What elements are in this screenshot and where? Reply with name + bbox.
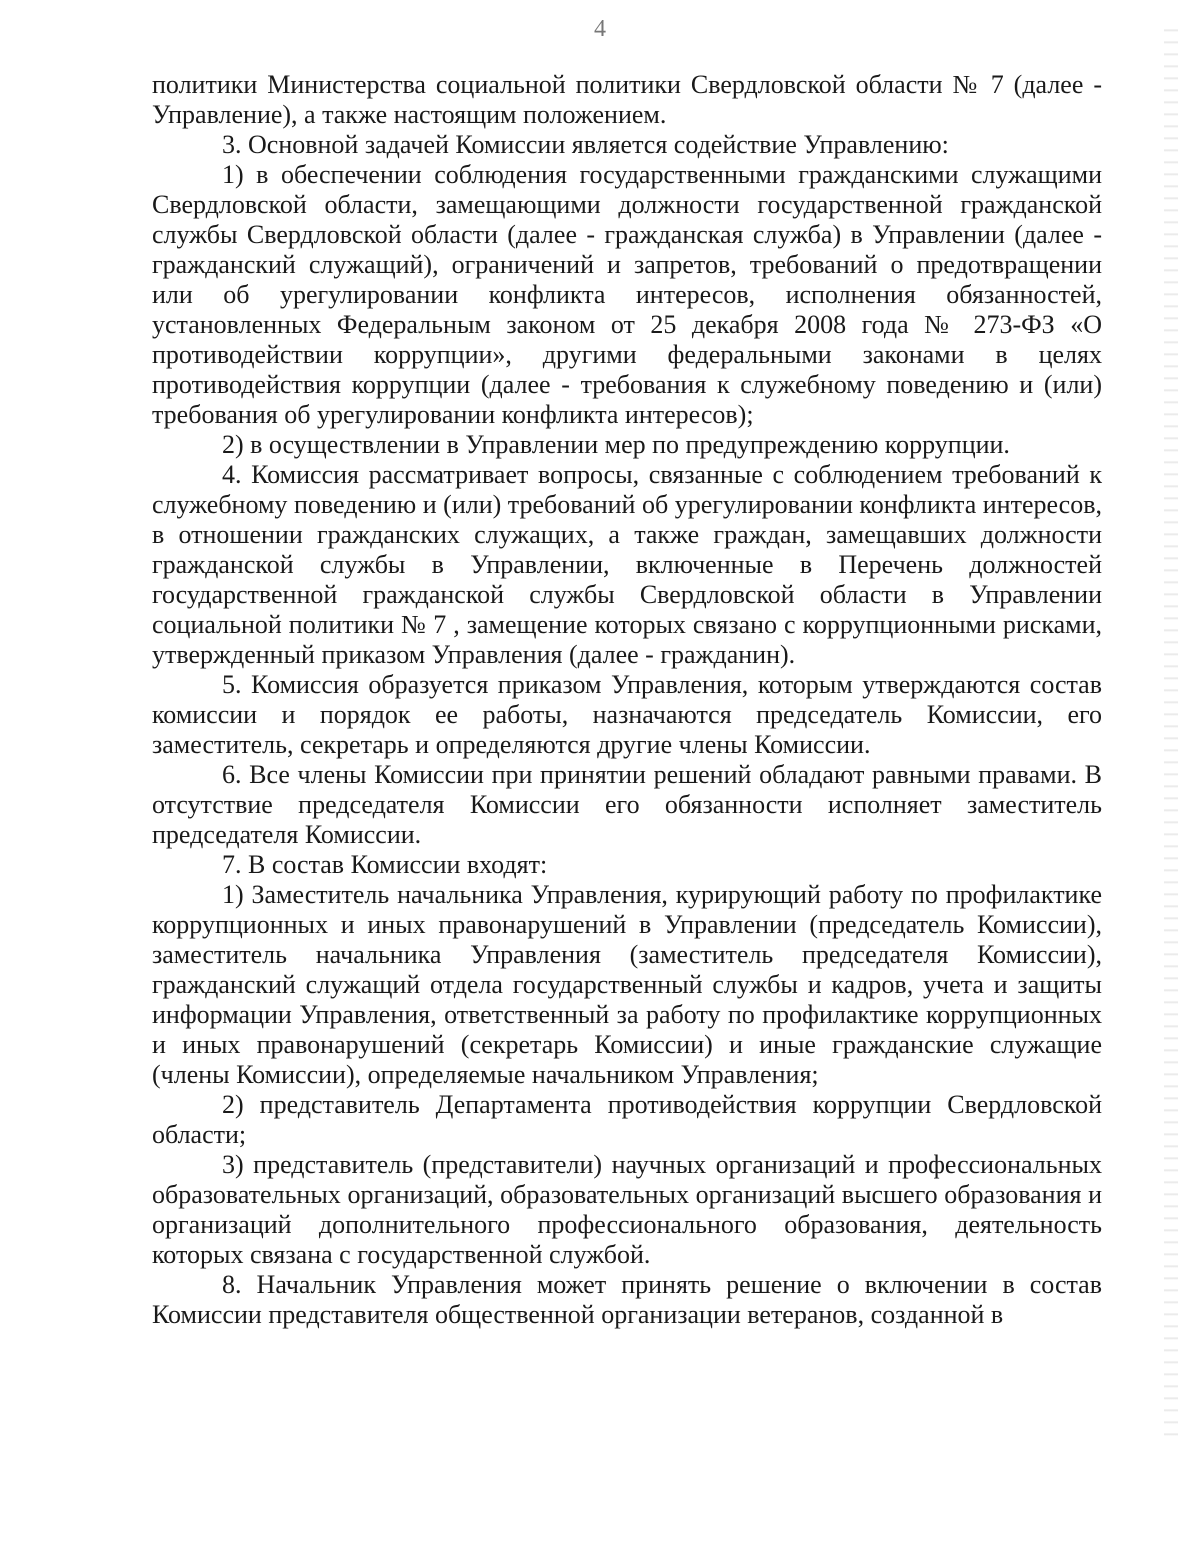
scan-edge-noise [1164,20,1178,1440]
paragraph-item-3-1: 1) в обеспечении соблюдения государственными гражданскими служащими Свердловской области, замещающими должности государственной гражданской службы Свердловской области (далее - гражданская служба) в Управлении (далее - гражданский служащий), ограничений и запретов, требований о предотвращении или об урегулировании конфликта интересов, исполнения обязанностей, установленных Федеральным законом от 25 декабря 2008 года № 273-ФЗ «О противодействии коррупции», другими федеральными законами в целях противодействия коррупции (далее - требования к служебному поведению и (или) требования об урегулировании конфликта интересов); [152,160,1102,429]
paragraph-item-4: 4. Комиссия рассматривает вопросы, связанные с соблюдением требований к служебному поведению и (или) требований об урегулировании конфликта интересов, в отношении гражданских служащих, а также граждан, замещавших должности гражданской службы в Управлении, включенные в Перечень должностей государственной гражданской службы Свердловской области в Управлении социальной политики № 7 , замещение которых связано с коррупционными рисками, утвержденный приказом Управления (далее - гражданин). [152,460,1102,669]
paragraph-item-6: 6. Все члены Комиссии при принятии решений обладают равными правами. В отсутствие председателя Комиссии его обязанности исполняет заместитель председателя Комиссии. [152,760,1102,849]
paragraph-item-7-1: 1) Заместитель начальника Управления, курирующий работу по профилактике коррупционных и иных правонарушений в Управлении (председатель Комиссии), заместитель начальника Управления (заместитель председателя Комиссии), гражданский служащий отдела государственный службы и кадров, учета и защиты информации Управления, ответственный за работу по профилактике коррупционных и иных правонарушений (секретарь Комиссии) и иные гражданские служащие (члены Комиссии), определяемые начальником Управления; [152,880,1102,1089]
paragraph-item-8: 8. Начальник Управления может принять решение о включении в состав Комиссии представителя общественной организации ветеранов, созданной в [152,1270,1102,1329]
paragraph-item-7-2: 2) представитель Департамента противодействия коррупции Свердловской области; [152,1090,1102,1149]
paragraph-continuation: политики Министерства социальной политики Свердловской области № 7 (далее - Управление), а также настоящим положением. [152,70,1102,129]
paragraph-item-3-2: 2) в осуществлении в Управлении мер по предупреждению коррупции. [222,430,1010,459]
paragraph-item-3: 3. Основной задачей Комиссии является содействие Управлению: [222,130,949,159]
page-number: 4 [594,16,606,42]
document-body [152,70,1102,1330]
paragraph-item-5: 5. Комиссия образуется приказом Управления, которым утверждаются состав комиссии и порядок ее работы, назначаются председатель Комиссии, его заместитель, секретарь и определяются другие члены Комиссии. [152,670,1102,759]
paragraph-item-7: 7. В состав Комиссии входят: [222,850,548,879]
paragraph-item-7-3: 3) представитель (представители) научных организаций и профессиональных образовательных организаций, образовательных организаций высшего образования и организаций дополнительного профессионального образования, деятельность которых связана с государственной службой. [152,1150,1102,1269]
